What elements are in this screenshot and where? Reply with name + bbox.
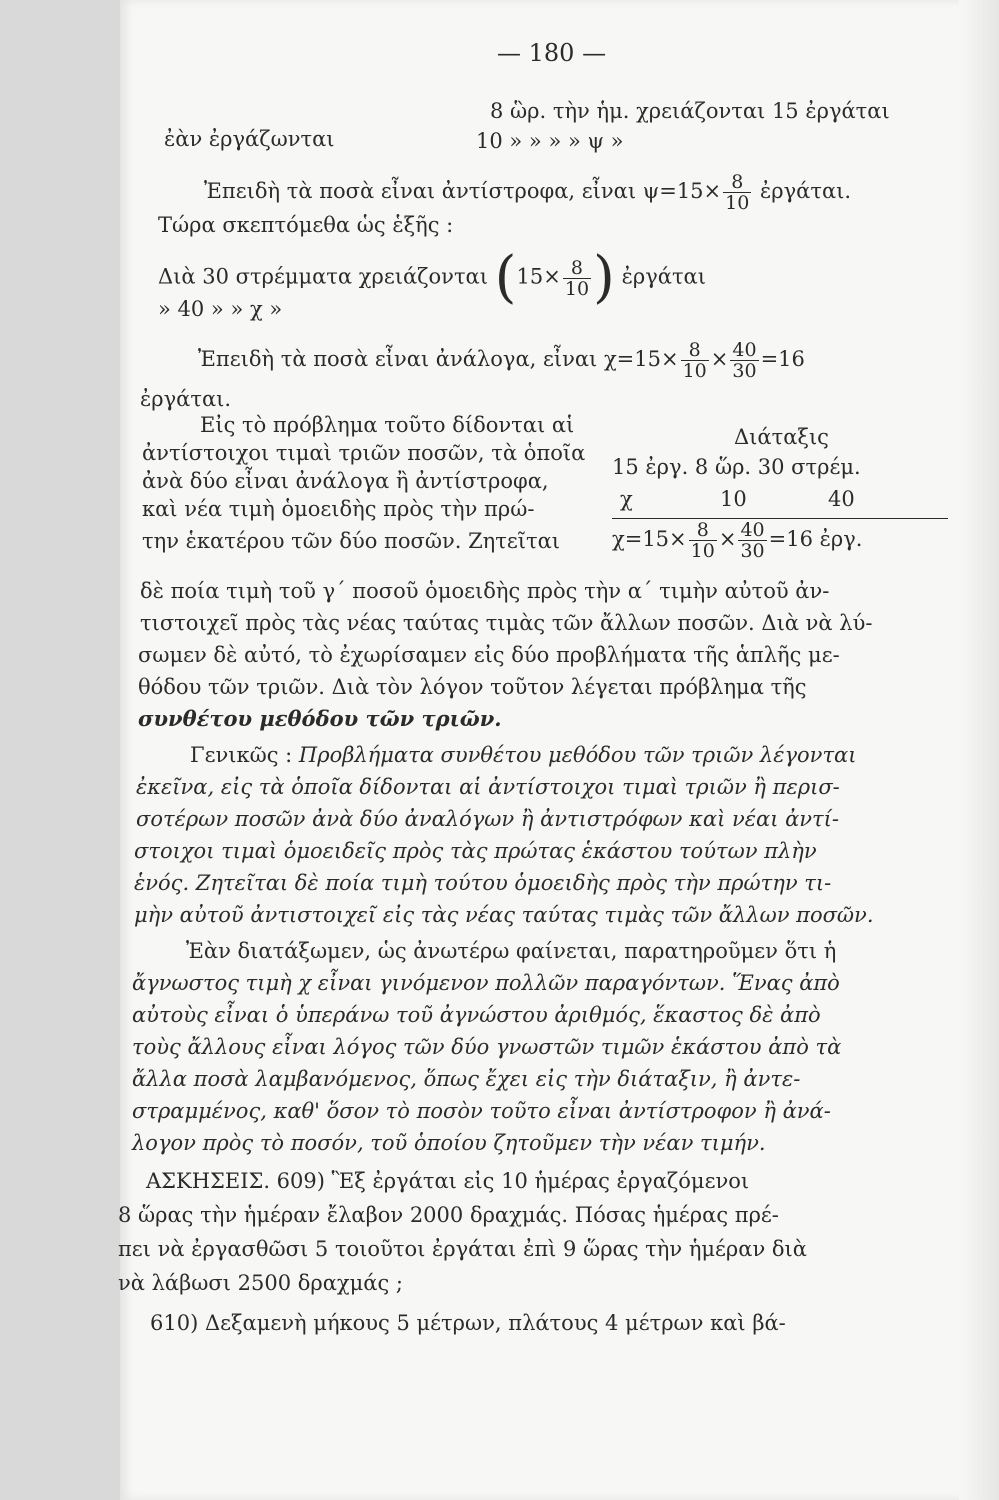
line-1c: 10 » » » » ψ » [476, 129, 624, 153]
line-3: Τώρα σκεπτόμεθα ὡς ἑξῆς : [158, 213, 454, 237]
diataxis-10: 10 [720, 487, 747, 511]
page-edge-shadow [959, 0, 999, 1500]
line-2-text: Ἐπειδὴ τὰ ποσὰ εἶναι ἀντίστροφα, εἶναι ψ=15× [204, 179, 722, 203]
p3-line-2: ἐκεῖνα, εἰς τὰ ὁποῖα δίδονται αἱ ἀντίστοιχοι τιμαὶ τριῶν ἢ περισ- [136, 775, 840, 799]
line-4-end: ἐργάται [621, 264, 706, 289]
p4-line-6: στραμμένος, καθ' ὅσον τὸ ποσὸν τοῦτο εἶναι ἀντίστροφον ἢ ἀνά- [132, 1099, 831, 1123]
p2-line-9: θόδου τῶν τριῶν. Διὰ τὸν λόγον τοῦτον λέγεται πρόβλημα τῆς [138, 675, 807, 699]
line-2-end: ἐργάται. [760, 179, 852, 203]
p4-line-2: ἄγνωστος τιμὴ χ εἶναι γινόμενον πολλῶν παραγόντων. Ἕνας ἀπὸ [132, 971, 840, 995]
p2-line-7: τιστοιχεῖ πρὸς τὰς νέας ταύτας τιμὰς τῶν ἄλλων ποσῶν. Διὰ νὰ λύ- [140, 611, 873, 635]
fraction-8-10 [689, 520, 717, 561]
line-6-end: =16 [760, 347, 805, 371]
fraction-denominator: 30 [732, 360, 757, 382]
fraction-denominator: 10 [690, 540, 715, 562]
right-paren: ) [593, 245, 615, 310]
exercise-line-2: 8 ὥρας τὴν ἡμέραν ἔλαβον 2000 δραχμάς. Πόσας ἡμέρας πρέ- [118, 1203, 779, 1227]
p2-line-10-term: συνθέτου μεθόδου τῶν τριῶν. [138, 706, 502, 731]
equation-end: =16 ἐργ. [768, 527, 863, 551]
line-6-text: Ἐπειδὴ τὰ ποσὰ εἶναι ἀνάλογα, εἶναι χ=15× [198, 347, 679, 371]
p4-line-1: Ἐὰν διατάξωμεν, ὡς ἀνωτέρω φαίνεται, παρατηροῦμεν ὅτι ἡ [186, 939, 837, 963]
p4-line-4: τοὺς ἄλλους εἶναι λόγος τῶν δύο γνωστῶν τιμῶν ἑκάστου ἀπὸ τὰ [132, 1035, 842, 1059]
line-4-text: Διὰ 30 στρέμματα χρειάζονται [158, 264, 488, 289]
p2-line-5: την ἑκατέρου τῶν δύο ποσῶν. Ζητεῖται [142, 529, 561, 553]
fraction-denominator: 10 [682, 360, 707, 382]
fraction-numerator: 40 [740, 519, 765, 541]
line-7: ἐργάται. [140, 387, 232, 411]
fraction-40-30 [730, 340, 758, 381]
p3-definition-start: Προβλήματα συνθέτου μεθόδου τῶν τριῶν λέγονται [298, 743, 857, 767]
line-6: Ἐπειδὴ τὰ ποσὰ εἶναι ἀνάλογα, εἶναι χ=15× $\frac{8}{10}$ × $\frac{40}{30}$ =16 [198, 339, 805, 382]
p2-line-2: ἀντίστοιχοι τιμαὶ τριῶν ποσῶν, τὰ ὁποῖα [142, 441, 586, 465]
diataxis-40: 40 [828, 487, 855, 511]
fraction-numerator: 8 [689, 520, 717, 541]
fraction-numerator: 8 [681, 340, 709, 361]
fraction-denominator: 10 [564, 277, 590, 300]
left-paren: ( [494, 245, 517, 310]
p3-line-3: σοτέρων ποσῶν ἀνὰ δύο ἀναλόγων ἢ ἀντιστρόφων καὶ νέαι ἀντί- [136, 807, 839, 831]
p2-line-8: σωμεν δὲ αὐτό, τὸ ἐχωρίσαμεν εἰς δύο προβλήματα τῆς ἁπλῆς με- [138, 643, 840, 667]
fraction-40-30 [738, 520, 766, 561]
line-5: » 40 » » χ » [158, 297, 283, 321]
fraction-8-10 [563, 258, 591, 299]
fraction-8-10 [723, 172, 751, 213]
diataxis-rule [612, 518, 948, 519]
exercise-line-1: ΑΣΚΗΣΕΙΣ. 609) Ἓξ ἐργάται εἰς 10 ἡμέρας ἐργαζόμενοι [146, 1169, 750, 1193]
diataxis-heading: Διάταξις [734, 425, 829, 449]
line-4-mid: 15× [516, 264, 561, 289]
p3-line-5: ἑνός. Ζητεῖται δὲ ποία τιμὴ τούτου ὁμοειδὴς πρὸς τὴν πρώτην τι- [134, 871, 832, 895]
equation-start: χ=15× [612, 527, 687, 551]
line-1b: ἐὰν ἐργάζωνται [164, 127, 335, 151]
p4-line-3: αὐτοὺς εἶναι ὁ ὑπεράνω τοῦ ἀγνώστου ἀριθμός, ἕκαστος δὲ ἀπὸ [132, 1003, 821, 1027]
fraction-8-10 [681, 340, 709, 381]
p3-generally: Γενικῶς : [190, 743, 293, 767]
exercise-line-5: 610) Δεξαμενὴ μήκους 5 μέτρων, πλάτους 4 μέτρων καὶ βά- [150, 1311, 786, 1335]
p4-line-5: ἄλλα ποσὰ λαμβανόμενος, ὅπως ἔχει εἰς τὴν διάταξιν, ἢ ἀντε- [132, 1067, 801, 1091]
fraction-numerator: 40 [732, 339, 757, 361]
p2-line-1: Εἰς τὸ πρόβλημα τοῦτο δίδονται αἱ [200, 413, 575, 437]
p2-line-6: δὲ ποία τιμὴ τοῦ γ´ ποσοῦ ὁμοειδὴς πρὸς τὴν α´ τιμὴν αὐτοῦ ἀν- [140, 579, 830, 603]
p3-line-4: στοιχοι τιμαὶ ὁμοειδεῖς πρὸς τὰς πρώτας ἑκάστου τούτων πλὴν [134, 839, 817, 863]
p3-line-6: μὴν αὐτοῦ ἀντιστοιχεῖ εἰς τὰς νέας ταύτας τιμὰς τῶν ἄλλων ποσῶν. [134, 903, 874, 927]
diataxis-row-1: 15 ἐργ. 8 ὥρ. 30 στρέμ. [612, 455, 861, 479]
exercise-line-4: νὰ λάβωσι 2500 δραχμάς ; [118, 1271, 403, 1295]
line-2 [204, 172, 851, 213]
p4-line-7: λογον πρὸς τὸ ποσόν, τοῦ ὁποίου ζητοῦμεν τὴν νέαν τιμήν. [132, 1131, 766, 1155]
p2-line-4: καὶ νέα τιμὴ ὁμοειδὴς πρὸς τὴν πρώ- [142, 497, 535, 521]
diataxis-equation: χ=15× $\frac{8}{10}$ × $\frac{40}{30}$ =16 ἐργ. [612, 519, 863, 562]
diataxis-x: χ [620, 487, 633, 511]
p3-line-1 [190, 742, 856, 768]
line-1a: 8 ὣρ. τὴν ἡμ. χρειάζονται 15 ἐργάται [490, 99, 890, 123]
fraction-denominator: 30 [740, 540, 765, 562]
fraction-denominator: 10 [725, 192, 750, 214]
p2-line-3: ἀνὰ δύο εἶναι ἀνάλογα ἢ ἀντίστροφα, [142, 469, 549, 493]
fraction-numerator: 8 [723, 172, 751, 193]
exercise-line-3: πει νὰ ἐργασθῶσι 5 τοιοῦτοι ἐργάται ἐπὶ 9 ὥρας τὴν ἡμέραν διὰ [118, 1237, 807, 1261]
page-number: — 180 — [497, 39, 607, 67]
fraction-numerator: 8 [563, 258, 591, 279]
